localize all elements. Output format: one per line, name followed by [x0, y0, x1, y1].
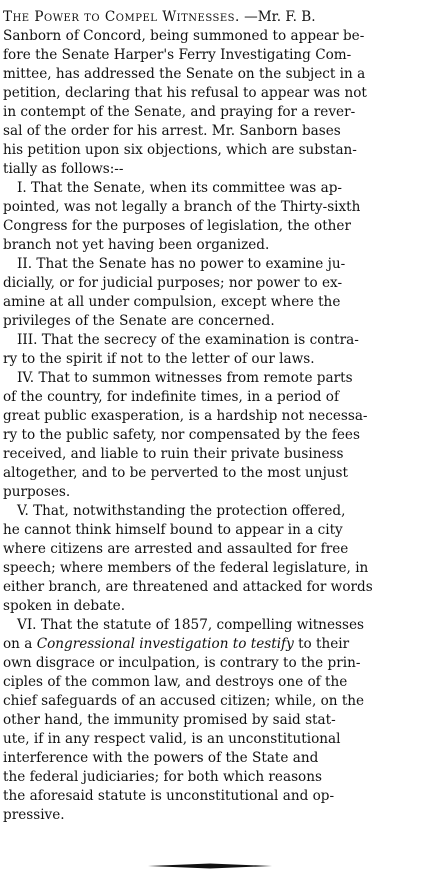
text-line: he cannot think himself bound to appear in a city: [3, 522, 343, 538]
text-line: own disgrace or inculpation, is contrary to the prin-: [3, 655, 361, 671]
text-line: where citizens are arrested and assaulted for free: [3, 541, 349, 557]
text-line: received, and liable to ruin their private business: [3, 446, 344, 462]
text-line: either branch, are threatened and attacked for words: [3, 579, 373, 595]
objection-6-line: VI. That the statute of 1857, compelling witnesses: [17, 617, 364, 633]
text-line: Congress for the purposes of legislation, the other: [3, 218, 351, 234]
text-line: Sanborn of Concord, being summoned to appear be-: [3, 28, 365, 44]
text-line: speech; where members of the federal legislature, in: [3, 560, 369, 576]
text-line: the federal judiciaries; for both which reasons: [3, 769, 322, 785]
text-line: chief safeguards of an accused citizen; while, on the: [3, 693, 365, 709]
text-line: altogether, and to be perverted to the most unjust: [3, 465, 348, 481]
text-line: great public exasperation, is a hardship not necessa-: [3, 408, 368, 424]
text-line: privileges of the Senate are concerned.: [3, 313, 275, 329]
article-lead: Mr. F. B.: [257, 9, 316, 25]
text-line: dicially, or for judicial purposes; nor power to ex-: [3, 275, 343, 291]
text-line: mittee, has addressed the Senate on the subject in a: [3, 66, 366, 82]
objection-1-line: I. That the Senate, when its committee was ap-: [17, 180, 342, 196]
text-line: sal of the order for his arrest. Mr. Sanborn bases: [3, 123, 341, 139]
italic-phrase: Congressional investigation to testify: [36, 636, 294, 652]
text-line: ute, if in any respect valid, is an unconstitutional: [3, 731, 341, 747]
objection-3-line: III. That the secrecy of the examination is contra-: [17, 332, 359, 348]
text-line: his petition upon six objections, which are substan-: [3, 142, 357, 158]
text-line: the aforesaid statute is unconstitutional and op-: [3, 788, 335, 804]
text-line: petition, declaring that his refusal to appear was not: [3, 85, 367, 101]
article-heading-line: The Power to Compel Witnesses. —Mr. F. B.: [3, 9, 316, 25]
text-line: branch not yet having been organized.: [3, 237, 270, 253]
text-line: in contempt of the Senate, and praying for a rever-: [3, 104, 356, 120]
objection-2-line: II. That the Senate has no power to examine ju-: [17, 256, 346, 272]
objection-4-line: IV. That to summon witnesses from remote parts: [17, 370, 353, 386]
text-line: pressive.: [3, 807, 65, 823]
text-line: [3, 635, 428, 654]
text-line: purposes.: [3, 484, 71, 500]
text-line: interference with the powers of the State and: [3, 750, 319, 766]
text-line: fore the Senate Harper's Ferry Investigating Com-: [3, 47, 352, 63]
article-column: [3, 8, 428, 825]
text-line: pointed, was not legally a branch of the Thirty-sixth: [3, 199, 361, 215]
text-line: other hand, the immunity promised by said stat-: [3, 712, 336, 728]
text-line: ry to the public safety, nor compensated by the fees: [3, 427, 360, 443]
article-title: The Power to Compel Witnesses.: [3, 9, 240, 25]
text-line: ciples of the common law, and destroys one of the: [3, 674, 348, 690]
text-line: tially as follows:--: [3, 161, 124, 177]
text-line: amine at all under compulsion, except where the: [3, 294, 341, 310]
divider-ornament: [148, 864, 272, 869]
text-fragment: on a: [3, 636, 37, 652]
section-divider-rule: [148, 862, 272, 870]
text-line: of the country, for indefinite times, in a period of: [3, 389, 340, 405]
objection-5-line: V. That, notwithstanding the protection offered,: [17, 503, 346, 519]
text-line: spoken in debate.: [3, 598, 126, 614]
text-line: ry to the spirit if not to the letter of our laws.: [3, 351, 315, 367]
text-fragment: to their: [293, 636, 350, 652]
